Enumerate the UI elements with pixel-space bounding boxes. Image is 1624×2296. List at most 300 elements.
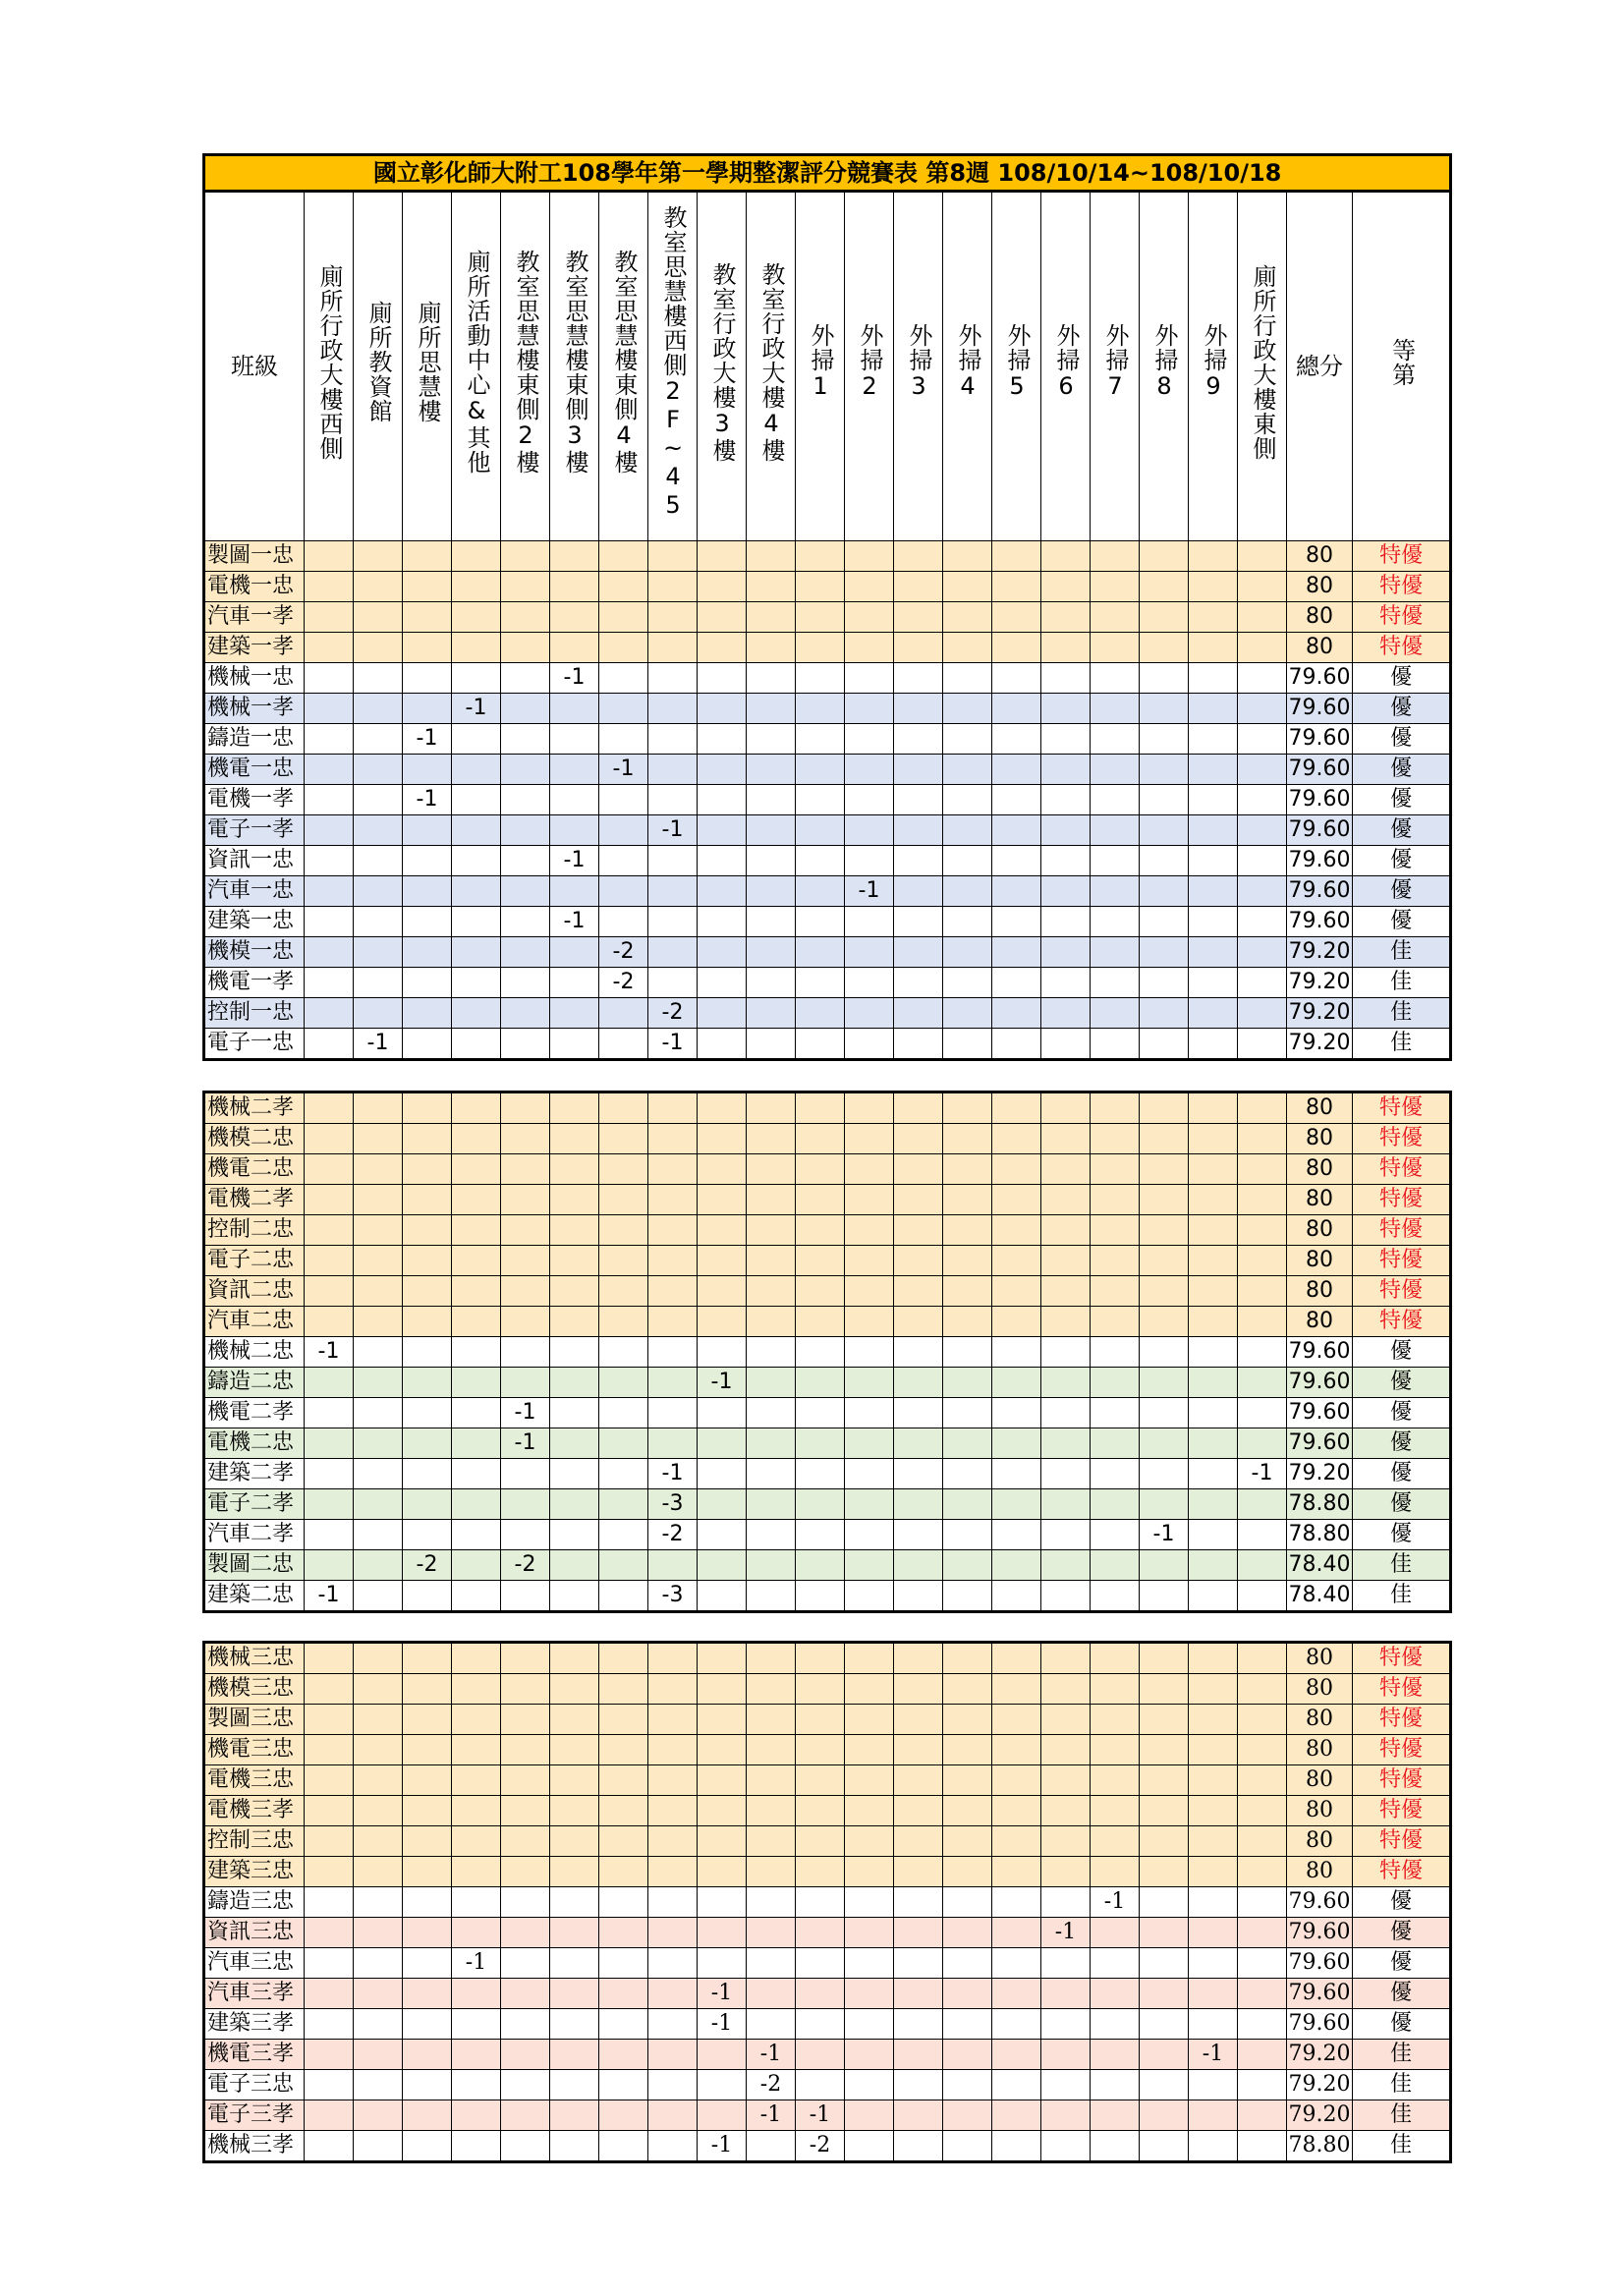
- deduction-cell: [1238, 907, 1287, 937]
- deduction-cell: [796, 1735, 845, 1765]
- deduction-cell: [747, 937, 796, 968]
- deduction-cell: [1091, 602, 1140, 633]
- deduction-cell: [305, 694, 354, 724]
- rank-grade: 佳: [1353, 2040, 1451, 2070]
- deduction-cell: [992, 1398, 1041, 1428]
- deduction-cell: [1189, 724, 1238, 755]
- deduction-cell: [648, 937, 698, 968]
- deduction-cell: [354, 785, 403, 815]
- deduction-cell: [894, 1246, 943, 1276]
- column-header-label: 廁所行政大樓西側: [315, 263, 343, 461]
- deduction-cell: [452, 1765, 501, 1796]
- deduction-cell: [1140, 1029, 1189, 1060]
- deduction-cell: [992, 998, 1041, 1029]
- deduction-cell: [992, 937, 1041, 968]
- total-score: 80: [1287, 1857, 1353, 1887]
- deduction-cell: [1091, 1215, 1140, 1246]
- class-name: 機電三忠: [204, 1735, 305, 1765]
- class-name: 電子二孝: [204, 1489, 305, 1520]
- deduction-cell: [305, 1796, 354, 1826]
- deduction-cell: [796, 1948, 845, 1979]
- rank-grade: 佳: [1353, 2131, 1451, 2162]
- deduction-cell: [305, 541, 354, 572]
- deduction-cell: [894, 846, 943, 876]
- deduction-cell: [550, 1307, 599, 1337]
- rank-grade: 佳: [1353, 1550, 1451, 1581]
- deduction-cell: [992, 1674, 1041, 1705]
- deduction-cell: [943, 815, 992, 846]
- deduction-cell: [403, 1796, 452, 1826]
- deduction-cell: [1041, 876, 1091, 907]
- deduction-cell: [845, 815, 894, 846]
- deduction-cell: [943, 846, 992, 876]
- deduction-cell: [943, 1307, 992, 1337]
- deduction-cell: [550, 1705, 599, 1735]
- rank-grade: 特優: [1353, 1735, 1451, 1765]
- deduction-cell: [550, 968, 599, 998]
- deduction-cell: [1041, 1246, 1091, 1276]
- column-header: [992, 192, 1041, 541]
- class-name: 控制二忠: [204, 1215, 305, 1246]
- deduction-cell: [943, 755, 992, 785]
- column-header: [403, 192, 452, 541]
- deduction-cell: [796, 633, 845, 663]
- table-row: [204, 1428, 1451, 1459]
- deduction-cell: [452, 1246, 501, 1276]
- deduction-cell: [599, 1674, 648, 1705]
- deduction-cell: [943, 1674, 992, 1705]
- deduction-cell: [501, 541, 550, 572]
- deduction-cell: [648, 2040, 698, 2070]
- deduction-cell: [1140, 815, 1189, 846]
- deduction-cell: [1140, 2009, 1189, 2040]
- deduction-cell: [648, 572, 698, 602]
- deduction-cell: [599, 694, 648, 724]
- deduction-cell: [1041, 1185, 1091, 1215]
- table-row: [204, 724, 1451, 755]
- deduction-cell: [1189, 572, 1238, 602]
- deduction-cell: [403, 1735, 452, 1765]
- deduction-cell: [1091, 1428, 1140, 1459]
- deduction-cell: [796, 815, 845, 846]
- deduction-cell: [1189, 815, 1238, 846]
- column-header: [1189, 192, 1238, 541]
- table-row: [204, 1826, 1451, 1857]
- deduction-cell: [452, 724, 501, 755]
- deduction-cell: [1189, 876, 1238, 907]
- deduction-cell: [1238, 724, 1287, 755]
- deduction-cell: [943, 1368, 992, 1398]
- deduction-cell: [845, 1918, 894, 1948]
- deduction-cell: [1140, 572, 1189, 602]
- deduction-cell: [1091, 633, 1140, 663]
- deduction-cell: [1238, 1705, 1287, 1735]
- deduction-cell: [599, 1581, 648, 1612]
- deduction-cell: [1041, 907, 1091, 937]
- deduction-cell: [943, 1948, 992, 1979]
- deduction-cell: [943, 1520, 992, 1550]
- deduction-cell: [943, 2009, 992, 2040]
- deduction-cell: [354, 663, 403, 694]
- deduction-cell: [648, 1276, 698, 1307]
- deduction-cell: [992, 2070, 1041, 2100]
- deduction-cell: [452, 1887, 501, 1918]
- deduction-cell: [1140, 1735, 1189, 1765]
- deduction-cell: [1041, 1796, 1091, 1826]
- deduction-cell: [599, 1735, 648, 1765]
- deduction-cell: [894, 755, 943, 785]
- deduction-cell: [648, 1428, 698, 1459]
- rank-grade: 特優: [1353, 1092, 1451, 1124]
- deduction-cell: [894, 1857, 943, 1887]
- deduction-cell: -1: [648, 815, 698, 846]
- deduction-cell: [1140, 1092, 1189, 1124]
- deduction-cell: [747, 724, 796, 755]
- deduction-cell: [796, 1246, 845, 1276]
- total-score: 79.60: [1287, 694, 1353, 724]
- deduction-cell: -3: [648, 1581, 698, 1612]
- deduction-cell: [1091, 1246, 1140, 1276]
- deduction-cell: -1: [550, 907, 599, 937]
- rank-grade: 優: [1353, 663, 1451, 694]
- deduction-cell: [550, 694, 599, 724]
- deduction-cell: [403, 1643, 452, 1674]
- deduction-cell: [403, 937, 452, 968]
- deduction-cell: [1238, 1246, 1287, 1276]
- deduction-cell: [599, 1765, 648, 1796]
- deduction-cell: [501, 2040, 550, 2070]
- deduction-cell: [1140, 785, 1189, 815]
- deduction-cell: [550, 724, 599, 755]
- deduction-cell: [747, 876, 796, 907]
- deduction-cell: [1238, 1154, 1287, 1185]
- deduction-cell: [1091, 572, 1140, 602]
- total-score: 79.60: [1287, 1948, 1353, 1979]
- deduction-cell: [403, 1428, 452, 1459]
- deduction-cell: [796, 1705, 845, 1735]
- deduction-cell: [747, 1550, 796, 1581]
- deduction-cell: [403, 1887, 452, 1918]
- deduction-cell: [992, 785, 1041, 815]
- sheet-title: 國立彰化師大附工108學年第一學期整潔評分競賽表 第8週 108/10/14~108/10/18: [204, 155, 1451, 192]
- deduction-cell: -1: [550, 846, 599, 876]
- deduction-cell: [452, 755, 501, 785]
- deduction-cell: [550, 1215, 599, 1246]
- deduction-cell: [796, 572, 845, 602]
- deduction-cell: [992, 1246, 1041, 1276]
- table-row: [204, 1124, 1451, 1154]
- deduction-cell: [1091, 1185, 1140, 1215]
- column-header: [1238, 192, 1287, 541]
- deduction-cell: [1041, 572, 1091, 602]
- deduction-cell: [550, 1887, 599, 1918]
- deduction-cell: [1189, 937, 1238, 968]
- deduction-cell: [698, 1092, 747, 1124]
- deduction-cell: [845, 846, 894, 876]
- deduction-cell: [796, 1337, 845, 1368]
- deduction-cell: [1238, 1826, 1287, 1857]
- deduction-cell: [550, 2070, 599, 2100]
- total-score: 79.60: [1287, 1428, 1353, 1459]
- deduction-cell: -2: [747, 2070, 796, 2100]
- deduction-cell: [550, 1092, 599, 1124]
- deduction-cell: [894, 1887, 943, 1918]
- deduction-cell: [894, 2070, 943, 2100]
- deduction-cell: [845, 785, 894, 815]
- deduction-cell: [1041, 785, 1091, 815]
- deduction-cell: [698, 1459, 747, 1489]
- deduction-cell: [550, 1857, 599, 1887]
- deduction-cell: [747, 541, 796, 572]
- deduction-cell: [943, 1459, 992, 1489]
- deduction-cell: [845, 572, 894, 602]
- deduction-cell: [747, 1581, 796, 1612]
- deduction-cell: [845, 1124, 894, 1154]
- deduction-cell: [550, 1520, 599, 1550]
- score-table-grade-1: [202, 153, 1452, 1061]
- deduction-cell: -3: [648, 1489, 698, 1520]
- deduction-cell: [1041, 1398, 1091, 1428]
- deduction-cell: [403, 633, 452, 663]
- class-name: 機械一忠: [204, 663, 305, 694]
- class-name: 機械三忠: [204, 1643, 305, 1674]
- deduction-cell: [943, 1918, 992, 1948]
- total-score: 80: [1287, 1765, 1353, 1796]
- deduction-cell: [550, 755, 599, 785]
- total-score: 79.60: [1287, 846, 1353, 876]
- deduction-cell: [1189, 1428, 1238, 1459]
- deduction-cell: [354, 602, 403, 633]
- deduction-cell: [894, 907, 943, 937]
- table-row: [204, 1337, 1451, 1368]
- total-score: 79.20: [1287, 968, 1353, 998]
- deduction-cell: [1140, 1337, 1189, 1368]
- rank-grade: 佳: [1353, 937, 1451, 968]
- deduction-cell: [452, 1643, 501, 1674]
- deduction-cell: -2: [501, 1550, 550, 1581]
- deduction-cell: [501, 815, 550, 846]
- score-table-grade-2: [202, 1091, 1452, 1613]
- deduction-cell: [747, 785, 796, 815]
- deduction-cell: [698, 1826, 747, 1857]
- deduction-cell: [1189, 1948, 1238, 1979]
- deduction-cell: [1189, 785, 1238, 815]
- deduction-cell: [796, 1489, 845, 1520]
- column-header: 班級: [204, 192, 305, 541]
- deduction-cell: [1091, 1735, 1140, 1765]
- deduction-cell: [452, 1337, 501, 1368]
- deduction-cell: [845, 1581, 894, 1612]
- deduction-cell: [698, 1643, 747, 1674]
- rank-grade: 特優: [1353, 1154, 1451, 1185]
- deduction-cell: -1: [648, 1029, 698, 1060]
- deduction-cell: [1238, 1337, 1287, 1368]
- deduction-cell: [305, 1428, 354, 1459]
- deduction-cell: [747, 602, 796, 633]
- deduction-cell: [747, 1796, 796, 1826]
- class-name: 機模一忠: [204, 937, 305, 968]
- class-name: 鑄造二忠: [204, 1368, 305, 1398]
- deduction-cell: [1189, 2009, 1238, 2040]
- column-header-label: 外掃3: [905, 323, 932, 401]
- deduction-cell: [648, 1398, 698, 1428]
- deduction-cell: [550, 1185, 599, 1215]
- deduction-cell: [796, 876, 845, 907]
- deduction-cell: [501, 1029, 550, 1060]
- deduction-cell: [1189, 2131, 1238, 2162]
- deduction-cell: [403, 1826, 452, 1857]
- deduction-cell: [992, 846, 1041, 876]
- deduction-cell: [894, 1124, 943, 1154]
- total-score: 80: [1287, 1276, 1353, 1307]
- deduction-cell: [1140, 2131, 1189, 2162]
- rank-grade: 佳: [1353, 998, 1451, 1029]
- deduction-cell: [1041, 1550, 1091, 1581]
- deduction-cell: [1238, 1124, 1287, 1154]
- total-score: 79.60: [1287, 1887, 1353, 1918]
- deduction-cell: [1041, 1215, 1091, 1246]
- deduction-cell: [1091, 876, 1140, 907]
- class-name: 製圖一忠: [204, 541, 305, 572]
- deduction-cell: [1140, 1459, 1189, 1489]
- deduction-cell: [452, 1674, 501, 1705]
- table-row: [204, 785, 1451, 815]
- deduction-cell: [796, 1459, 845, 1489]
- deduction-cell: [501, 1520, 550, 1550]
- deduction-cell: [992, 1337, 1041, 1368]
- deduction-cell: [452, 1124, 501, 1154]
- deduction-cell: -1: [305, 1337, 354, 1368]
- deduction-cell: [796, 1674, 845, 1705]
- deduction-cell: [550, 785, 599, 815]
- deduction-cell: [501, 1124, 550, 1154]
- deduction-cell: [698, 2070, 747, 2100]
- deduction-cell: [1189, 2100, 1238, 2131]
- deduction-cell: [501, 602, 550, 633]
- deduction-cell: [747, 1887, 796, 1918]
- table-row: [204, 1796, 1451, 1826]
- deduction-cell: [1189, 1520, 1238, 1550]
- total-score: 79.20: [1287, 937, 1353, 968]
- deduction-cell: [1140, 541, 1189, 572]
- deduction-cell: [943, 876, 992, 907]
- deduction-cell: [992, 1796, 1041, 1826]
- deduction-cell: [599, 1979, 648, 2009]
- deduction-cell: [452, 633, 501, 663]
- deduction-cell: [747, 694, 796, 724]
- deduction-cell: [992, 663, 1041, 694]
- deduction-cell: [943, 1581, 992, 1612]
- deduction-cell: [698, 2100, 747, 2131]
- total-score: 79.60: [1287, 1368, 1353, 1398]
- deduction-cell: [354, 1215, 403, 1246]
- deduction-cell: [501, 846, 550, 876]
- deduction-cell: [796, 1550, 845, 1581]
- deduction-cell: [845, 1092, 894, 1124]
- deduction-cell: [894, 724, 943, 755]
- deduction-cell: [305, 1185, 354, 1215]
- deduction-cell: [747, 1765, 796, 1796]
- column-header-label: 廁所活動中心&其他: [463, 250, 490, 475]
- rank-grade: 特優: [1353, 541, 1451, 572]
- table-row: [204, 1185, 1451, 1215]
- total-score: 79.20: [1287, 998, 1353, 1029]
- deduction-cell: [1041, 602, 1091, 633]
- deduction-cell: [1238, 937, 1287, 968]
- rank-grade: 佳: [1353, 968, 1451, 998]
- deduction-cell: [1238, 1398, 1287, 1428]
- deduction-cell: [1238, 1307, 1287, 1337]
- deduction-cell: [403, 1246, 452, 1276]
- table-row: [204, 694, 1451, 724]
- deduction-cell: [796, 998, 845, 1029]
- deduction-cell: [845, 1857, 894, 1887]
- deduction-cell: [894, 1185, 943, 1215]
- table-row: [204, 572, 1451, 602]
- deduction-cell: [845, 1705, 894, 1735]
- deduction-cell: [1189, 1337, 1238, 1368]
- deduction-cell: [452, 1215, 501, 1246]
- deduction-cell: [894, 1459, 943, 1489]
- deduction-cell: [943, 1489, 992, 1520]
- deduction-cell: [1189, 1489, 1238, 1520]
- deduction-cell: [1091, 2131, 1140, 2162]
- deduction-cell: [992, 1765, 1041, 1796]
- deduction-cell: [894, 785, 943, 815]
- deduction-cell: [894, 2100, 943, 2131]
- deduction-cell: [1091, 1276, 1140, 1307]
- rank-grade: 特優: [1353, 1215, 1451, 1246]
- deduction-cell: [1091, 1124, 1140, 1154]
- deduction-cell: [1189, 541, 1238, 572]
- deduction-cell: [1238, 755, 1287, 785]
- rank-grade: 優: [1353, 1918, 1451, 1948]
- deduction-cell: [501, 1857, 550, 1887]
- deduction-cell: [845, 1215, 894, 1246]
- class-name: 建築二忠: [204, 1581, 305, 1612]
- deduction-cell: [796, 1765, 845, 1796]
- column-header: [943, 192, 992, 541]
- deduction-cell: [796, 2009, 845, 2040]
- deduction-cell: [943, 1796, 992, 1826]
- deduction-cell: -1: [1189, 2040, 1238, 2070]
- deduction-cell: [403, 1029, 452, 1060]
- deduction-cell: [698, 1246, 747, 1276]
- deduction-cell: [796, 541, 845, 572]
- deduction-cell: [943, 1092, 992, 1124]
- deduction-cell: -1: [305, 1581, 354, 1612]
- deduction-cell: [452, 1735, 501, 1765]
- deduction-cell: -2: [599, 937, 648, 968]
- deduction-cell: [698, 1489, 747, 1520]
- deduction-cell: [1091, 1581, 1140, 1612]
- total-score: 79.60: [1287, 1398, 1353, 1428]
- deduction-cell: [550, 2131, 599, 2162]
- deduction-cell: [894, 1337, 943, 1368]
- deduction-cell: [501, 1826, 550, 1857]
- deduction-cell: [894, 968, 943, 998]
- deduction-cell: [943, 785, 992, 815]
- deduction-cell: -1: [1140, 1520, 1189, 1550]
- deduction-cell: [305, 1887, 354, 1918]
- deduction-cell: [599, 785, 648, 815]
- deduction-cell: [403, 2009, 452, 2040]
- deduction-cell: [796, 1368, 845, 1398]
- rank-grade: 優: [1353, 1489, 1451, 1520]
- deduction-cell: [501, 876, 550, 907]
- deduction-cell: [698, 1520, 747, 1550]
- deduction-cell: [648, 1796, 698, 1826]
